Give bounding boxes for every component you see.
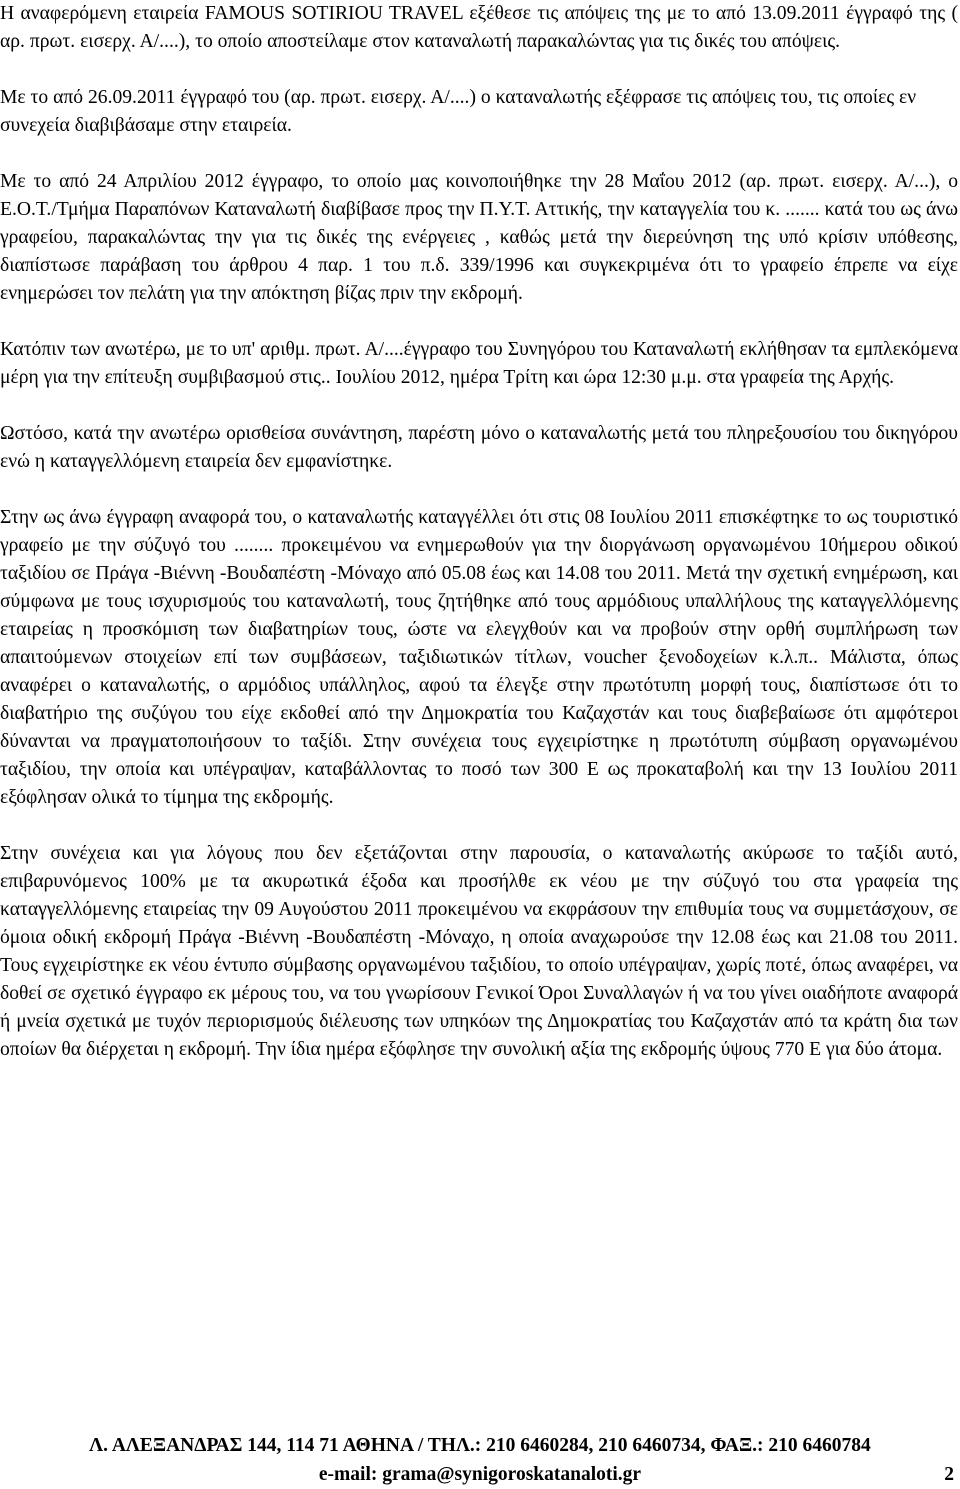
paragraph-company-views: Η αναφερόμενη εταιρεία FAMOUS SOTIRIOU TRAVEL εξέθεσε τις απόψεις της με το από 13.09.2011 έγγραφό της ( αρ. πρωτ. εισερχ. Α/....), το οποίο αποστείλαμε στον καταναλωτή παρακαλώντας για τις δικές του απόψεις. xyxy=(0,3,958,52)
footer-address: Λ. ΑΛΕΞΑΝΔΡΑΣ 144, 114 71 ΑΘΗΝΑ / ΤΗΛ.: 210 6460284, 210 6460734, ΦΑΞ.: 210 6460784 xyxy=(89,1435,871,1456)
paragraph-eot-complaint: Με το από 24 Απριλίου 2012 έγγραφο, το οποίο μας κοινοποιήθηκε την 28 Μαΐου 2012 (αρ. πρωτ. εισερχ. Α/...), ο Ε.Ο.Τ./Τμήμα Παραπόνων Καταναλωτή διαβίβασε προς την Π.Υ.Τ. Αττικής, την καταγγελία του κ. ....... κατά του ως άνω γραφείου, παρακαλώντας την για τις δικές της ενέργειες , καθώς μετά την διερεύνηση της υπό κρίσιν υπόθεσης, διαπίστωσε παράβαση του άρθρου 4 παρ. 1 του π.δ. 339/1996 και συγκεκριμένα ότι το γραφείο έπρεπε να είχε ενημερώσει τον πελάτη για την απόκτηση βίζας πριν την εκδρομή. xyxy=(0,171,958,304)
paragraph-complaint-details: Στην ως άνω έγγραφη αναφορά του, ο καταναλωτής καταγγέλλει ότι στις 08 Ιουλίου 2011 επισκέφτηκε το ως τουριστικό γραφείο με την σύζυγό του ........ προκειμένου να ενημερωθούν για την διοργάνωση οργανωμένου 10ήμερου οδικού ταξιδίου σε Πράγα -Βιέννη -Βουδαπέστη -Μόναχο από 05.08 έως και 14.08 του 2011. Μετά την σχετική ενημέρωση, και σύμφωνα με τους ισχυρισμούς του καταναλωτή, τους ζητήθηκε από τους αρμόδιους υπαλλήλους της καταγγελλόμενης εταιρείας η προσκόμιση των διαβατηρίων τους, ώστε να ελεγχθούν και να προβούν στην ορθή συμπλήρωση των απαιτούμενων στοιχείων επί των συμβάσεων, ταξιδιωτικών τίτλων, voucher ξενοδοχείων κ.λ.π.. Μάλιστα, όπως αναφέρει ο καταναλωτής, ο αρμόδιος υπάλληλος, αφού τα έλεγξε στην πρωτότυπη μορφή τους, διαπίστωσε ότι το διαβατήριο της συζύγου του είχε εκδοθεί από την Δημοκρατία του Καζαχστάν και τους διαβεβαίωσε ότι αμφότεροι δύνανται να πραγματοποιήσουν το ταξίδι. Στην συνέχεια τους εγχειρίστηκε η πρωτότυπη σύμβαση οργανωμένου ταξιδίου, την οποία και υπέγραψαν, καταβάλλοντας το ποσό των 300 Ε ως προκαταβολή και την 13 Ιουλίου 2011 εξόφλησαν ολικά το τίμημα της εκδρομής. xyxy=(0,507,958,808)
footer-email-link[interactable]: e-mail: grama@synigoroskatanaloti.gr xyxy=(318,1464,642,1485)
paragraph-mediation-invitation: Κατόπιν των ανωτέρω, με το υπ' αριθμ. πρωτ. Α/....έγγραφο του Συνηγόρου του Καταναλωτή εκλήθησαν τα εμπλεκόμενα μέρη για την επίτευξη συμβιβασμού στις.. Ιουλίου 2012, ημέρα Τρίτη και ώρα 12:30 μ.μ. στα γραφεία της Αρχής. xyxy=(0,339,958,388)
paragraph-trip-cancellation: Στην συνέχεια και για λόγους που δεν εξετάζονται στην παρουσία, ο καταναλωτής ακύρωσε το ταξίδι αυτό, επιβαρυνόμενος 100% με τα ακυρωτικά έξοδα και προσήλθε εκ νέου με την σύζυγό του στα γραφεία της καταγγελλόμενης εταιρείας την 09 Αυγούστου 2011 προκειμένου να εκφράσουν την επιθυμία τους να συμμετάσχουν, σε όμοια οδική εκδρομή Πράγα -Βιέννη -Βουδαπέστη -Μόναχο, η οποία αναχωρούσε την 12.08 έως και 21.08 του 2011. Τους εγχειρίστηκε εκ νέου έντυπο σύμβασης οργανωμένου ταξιδίου, το οποίο υπέγραψαν, χωρίς ποτέ, όπως αναφέρει, να δοθεί σε σχετικό έγγραφο εκ μέρους του, να του γνωρίσουν Γενικοί Όροι Συναλλαγών ή να του γίνει οιαδήποτε αναφορά ή μνεία σχετικά με τυχόν περιορισμούς διέλευσης των υπηκόων της Δημοκρατίας του Καζαχστάν από τα κράτη δια των οποίων θα διέρχεται η εκδρομή. Την ίδια ημέρα εξόφλησε την συνολική αξία της εκδρομής ύψους 770 Ε για δύο άτομα. xyxy=(0,843,958,1060)
footer-email-line xyxy=(0,1460,960,1489)
page-number: 2 xyxy=(944,1464,954,1485)
paragraph-consumer-views: Με το από 26.09.2011 έγγραφό του (αρ. πρωτ. εισερχ. Α/....) ο καταναλωτής εξέφρασε τις απόψεις του, τις οποίες εν συνεχεία διαβιβάσαμε στην εταιρεία. xyxy=(0,87,917,136)
paragraph-meeting-attendance: Ωστόσο, κατά την ανωτέρω ορισθείσα συνάντηση, παρέστη μόνο ο καταναλωτής μετά του πληρεξουσίου του δικηγόρου ενώ η καταγγελλόμενη εταιρεία δεν εμφανίστηκε. xyxy=(0,423,958,472)
page-footer xyxy=(0,1431,960,1489)
